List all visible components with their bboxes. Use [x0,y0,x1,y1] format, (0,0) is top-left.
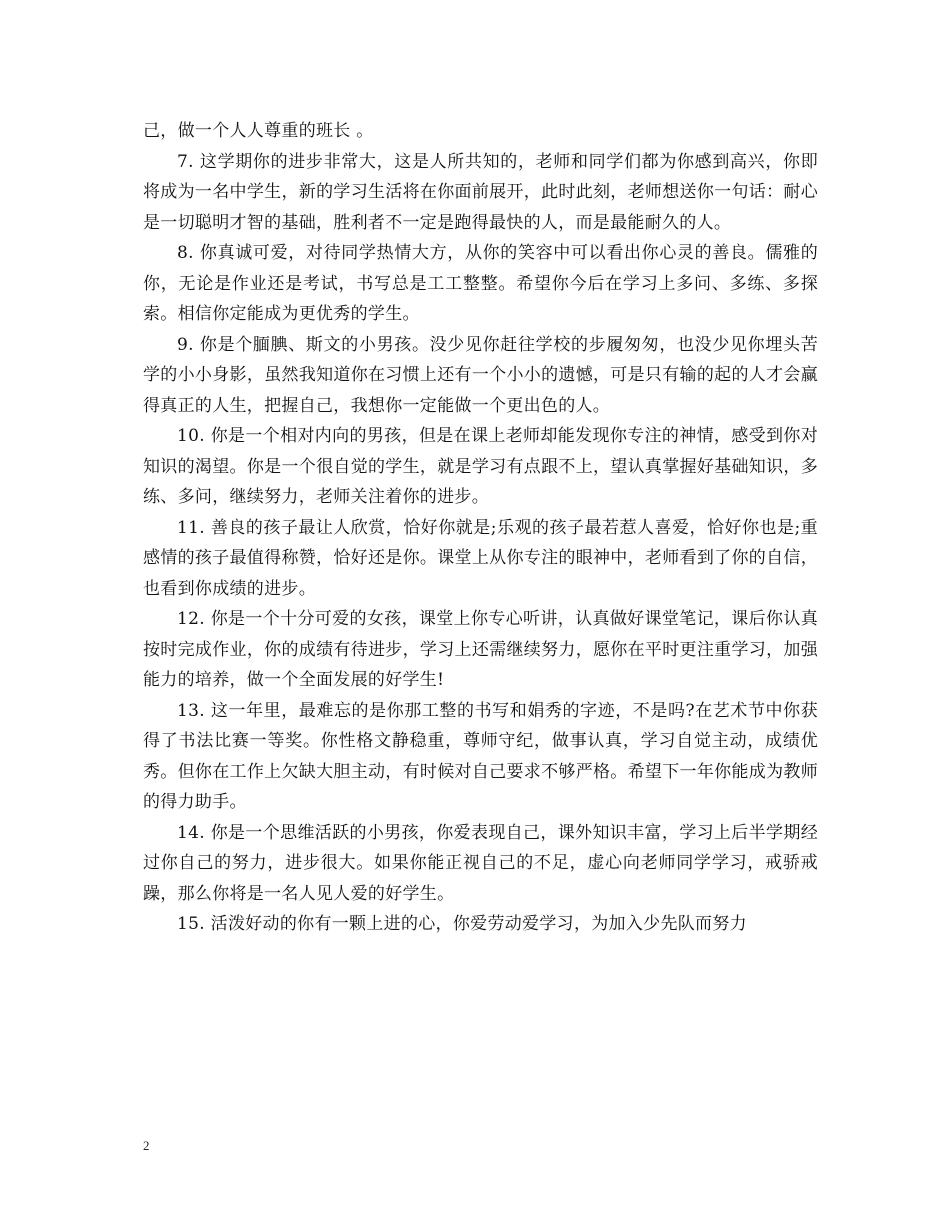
paragraph-11: 11. 善良的孩子最让人欣赏，恰好你就是;乐观的孩子最若惹人喜爱，恰好你也是;重感情的孩子最值得称赞，恰好还是你。课堂上从你专注的眼神中，老师看到了你的自信，也看到你成绩的进步。 [143,517,818,599]
paragraph-8: 8. 你真诚可爱，对待同学热情大方，从你的笑容中可以看出你心灵的善良。儒雅的你，无论是作业还是考试，书写总是工工整整。希望你今后在学习上多问、多练、多探索。相信你定能成为更优秀的学生。 [143,243,818,324]
body-text [143,116,818,940]
paragraph-9: 9. 你是个腼腆、斯文的小男孩。没少见你赶往学校的步履匆匆，也没少见你埋头苦学的小小身影，虽然我知道你在习惯上还有一个小小的遗憾，可是只有输的起的人才会赢得真正的人生，把握自己，我想你一定能做一个更出色的人。 [143,334,818,416]
paragraph-7: 7. 这学期你的进步非常大，这是人所共知的，老师和同学们都为你感到高兴，你即将成为一名中学生，新的学习生活将在你面前展开，此时此刻，老师想送你一句话：耐心是一切聪明才智的基础，胜利者不一定是跑得最快的人，而是最能耐久的人。 [143,151,818,233]
paragraph-15: 15. 活泼好动的你有一颗上进的心，你爱劳动爱学习，为加入少先队而努力 [177,914,747,934]
paragraph-12: 12. 你是一个十分可爱的女孩，课堂上你专心听讲，认真做好课堂笔记，课后你认真按时完成作业，你的成绩有待进步，学习上还需继续努力，愿你在平时更注重学习，加强能力的培养，做一个全面发展的好学生! [143,609,818,690]
paragraph-10: 10. 你是一个相对内向的男孩，但是在课上老师却能发现你专注的神情，感受到你对知识的渴望。你是一个很自觉的学生，就是学习有点跟不上，望认真掌握好基础知识，多练、多问，继续努力，老师关注着你的进步。 [143,426,818,507]
page-number: 2 [143,1138,150,1153]
paragraph-14: 14. 你是一个思维活跃的小男孩，你爱表现自己，课外知识丰富，学习上后半学期经过你自己的努力，进步很大。如果你能正视自己的不足，虚心向老师同学学习，戒骄戒躁，那么你将是一名人见人爱的好学生。 [143,822,818,904]
paragraph-13: 13. 这一年里，最难忘的是你那工整的书写和娟秀的字迹，不是吗?在艺术节中你获得了书法比赛一等奖。你性格文静稳重，尊师守纪，做事认真，学习自觉主动，成绩优秀。但你在工作上欠缺大胆主动，有时候对自己要求不够严格。希望下一年你能成为教师的得力助手。 [143,700,818,812]
paragraph-continuation: 己，做一个人人尊重的班长 。 [143,121,374,141]
